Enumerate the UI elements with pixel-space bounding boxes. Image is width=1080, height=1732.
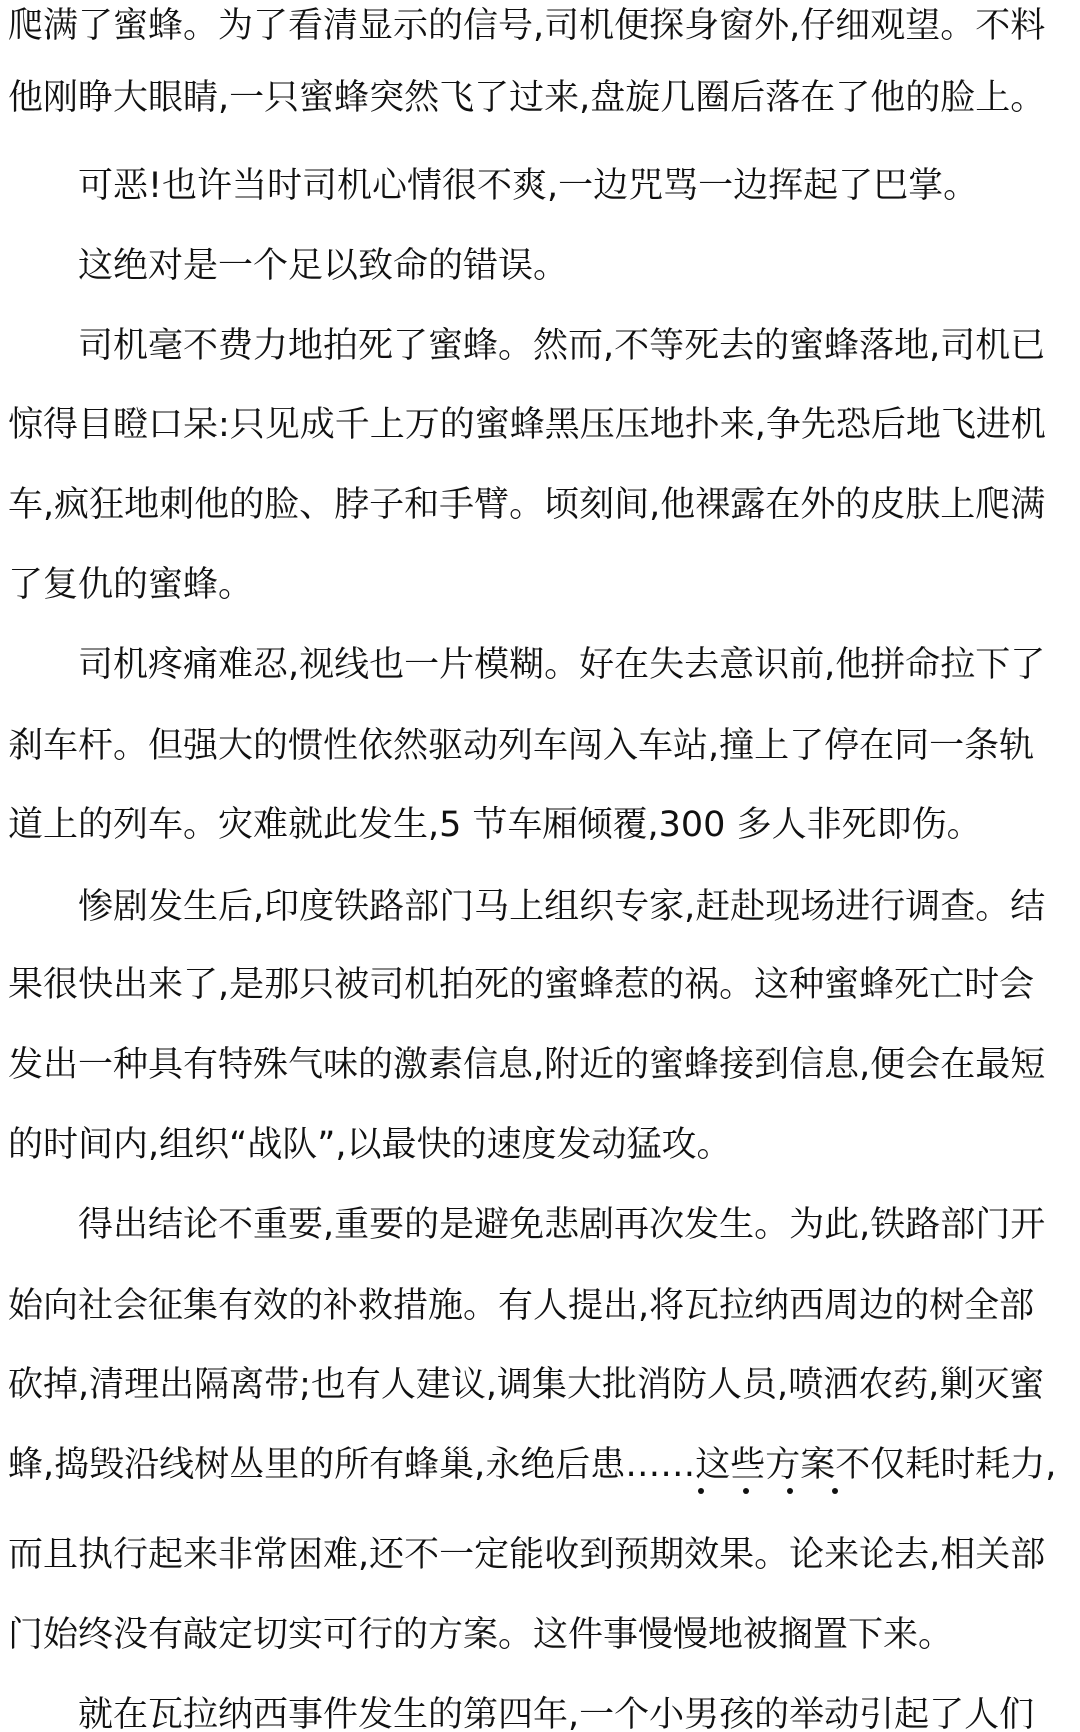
text-line-4: 这绝对是一个足以致命的错误。 (8, 246, 569, 286)
text-line-19: 蜂,捣毁沿线树丛里的所有蜂巢,永绝后患……这些方案不仅耗时耗力, (8, 1445, 1057, 1485)
text-line-8: 了复仇的蜜蜂。 (8, 565, 254, 605)
text-line-3: 可恶!也许当时司机心情很不爽,一边咒骂一边挥起了巴掌。 (8, 166, 979, 206)
text-line-5: 司机毫不费力地拍死了蜜蜂。然而,不等死去的蜜蜂落地,司机已 (8, 326, 1046, 366)
text-line-7: 车,疯狂地刺他的脸、脖子和手臂。顷刻间,他裸露在外的皮肤上爬满 (8, 485, 1046, 525)
text-line-14: 发出一种具有特殊气味的激素信息,附近的蜜蜂接到信息,便会在最短 (8, 1045, 1046, 1085)
emphasis-dots (698, 1488, 838, 1502)
text-line-17: 始向社会征集有效的补救措施。有人提出,将瓦拉纳西周边的树全部 (8, 1286, 1035, 1326)
emphasis-dot (787, 1488, 793, 1494)
text-line-10: 刹车杆。但强大的惯性依然驱动列车闯入车站,撞上了停在同一条轨 (8, 726, 1035, 766)
text-line-18: 砍掉,清理出隔离带;也有人建议,调集大批消防人员,喷洒农药,剿灭蜜 (8, 1365, 1045, 1405)
text-line-12: 惨剧发生后,印度铁路部门马上组织专家,赶赴现场进行调查。结 (8, 887, 1046, 927)
text-line-15: 的时间内,组织“战队”,以最快的速度发动猛攻。 (8, 1125, 732, 1165)
text-line-16: 得出结论不重要,重要的是避免悲剧再次发生。为此,铁路部门开 (8, 1205, 1046, 1245)
emphasis-dot (698, 1488, 704, 1494)
text-line-2: 他刚睁大眼睛,一只蜜蜂突然飞了过来,盘旋几圈后落在了他的脸上。 (8, 78, 1046, 118)
emphasis-dot (743, 1488, 749, 1494)
text-line-13: 果很快出来了,是那只被司机拍死的蜜蜂惹的祸。这种蜜蜂死亡时会 (8, 965, 1035, 1005)
text-line-6: 惊得目瞪口呆:只见成千上万的蜜蜂黑压压地扑来,争先恐后地飞进机 (8, 405, 1046, 445)
text-line-22: 就在瓦拉纳西事件发生的第四年,一个小男孩的举动引起了人们 (8, 1695, 1035, 1732)
text-line-11: 道上的列车。灾难就此发生,5 节车厢倾覆,300 多人非死即伤。 (8, 805, 982, 845)
emphasis-dot (832, 1488, 838, 1494)
text-line-1: 爬满了蜜蜂。为了看清显示的信号,司机便探身窗外,仔细观望。不料 (8, 6, 1046, 46)
text-line-20: 而且执行起来非常困难,还不一定能收到预期效果。论来论去,相关部 (8, 1535, 1046, 1575)
text-line-9: 司机疼痛难忍,视线也一片模糊。好在失去意识前,他拼命拉下了 (8, 645, 1046, 685)
text-line-21: 门始终没有敲定切实可行的方案。这件事慢慢地被搁置下来。 (8, 1615, 954, 1655)
